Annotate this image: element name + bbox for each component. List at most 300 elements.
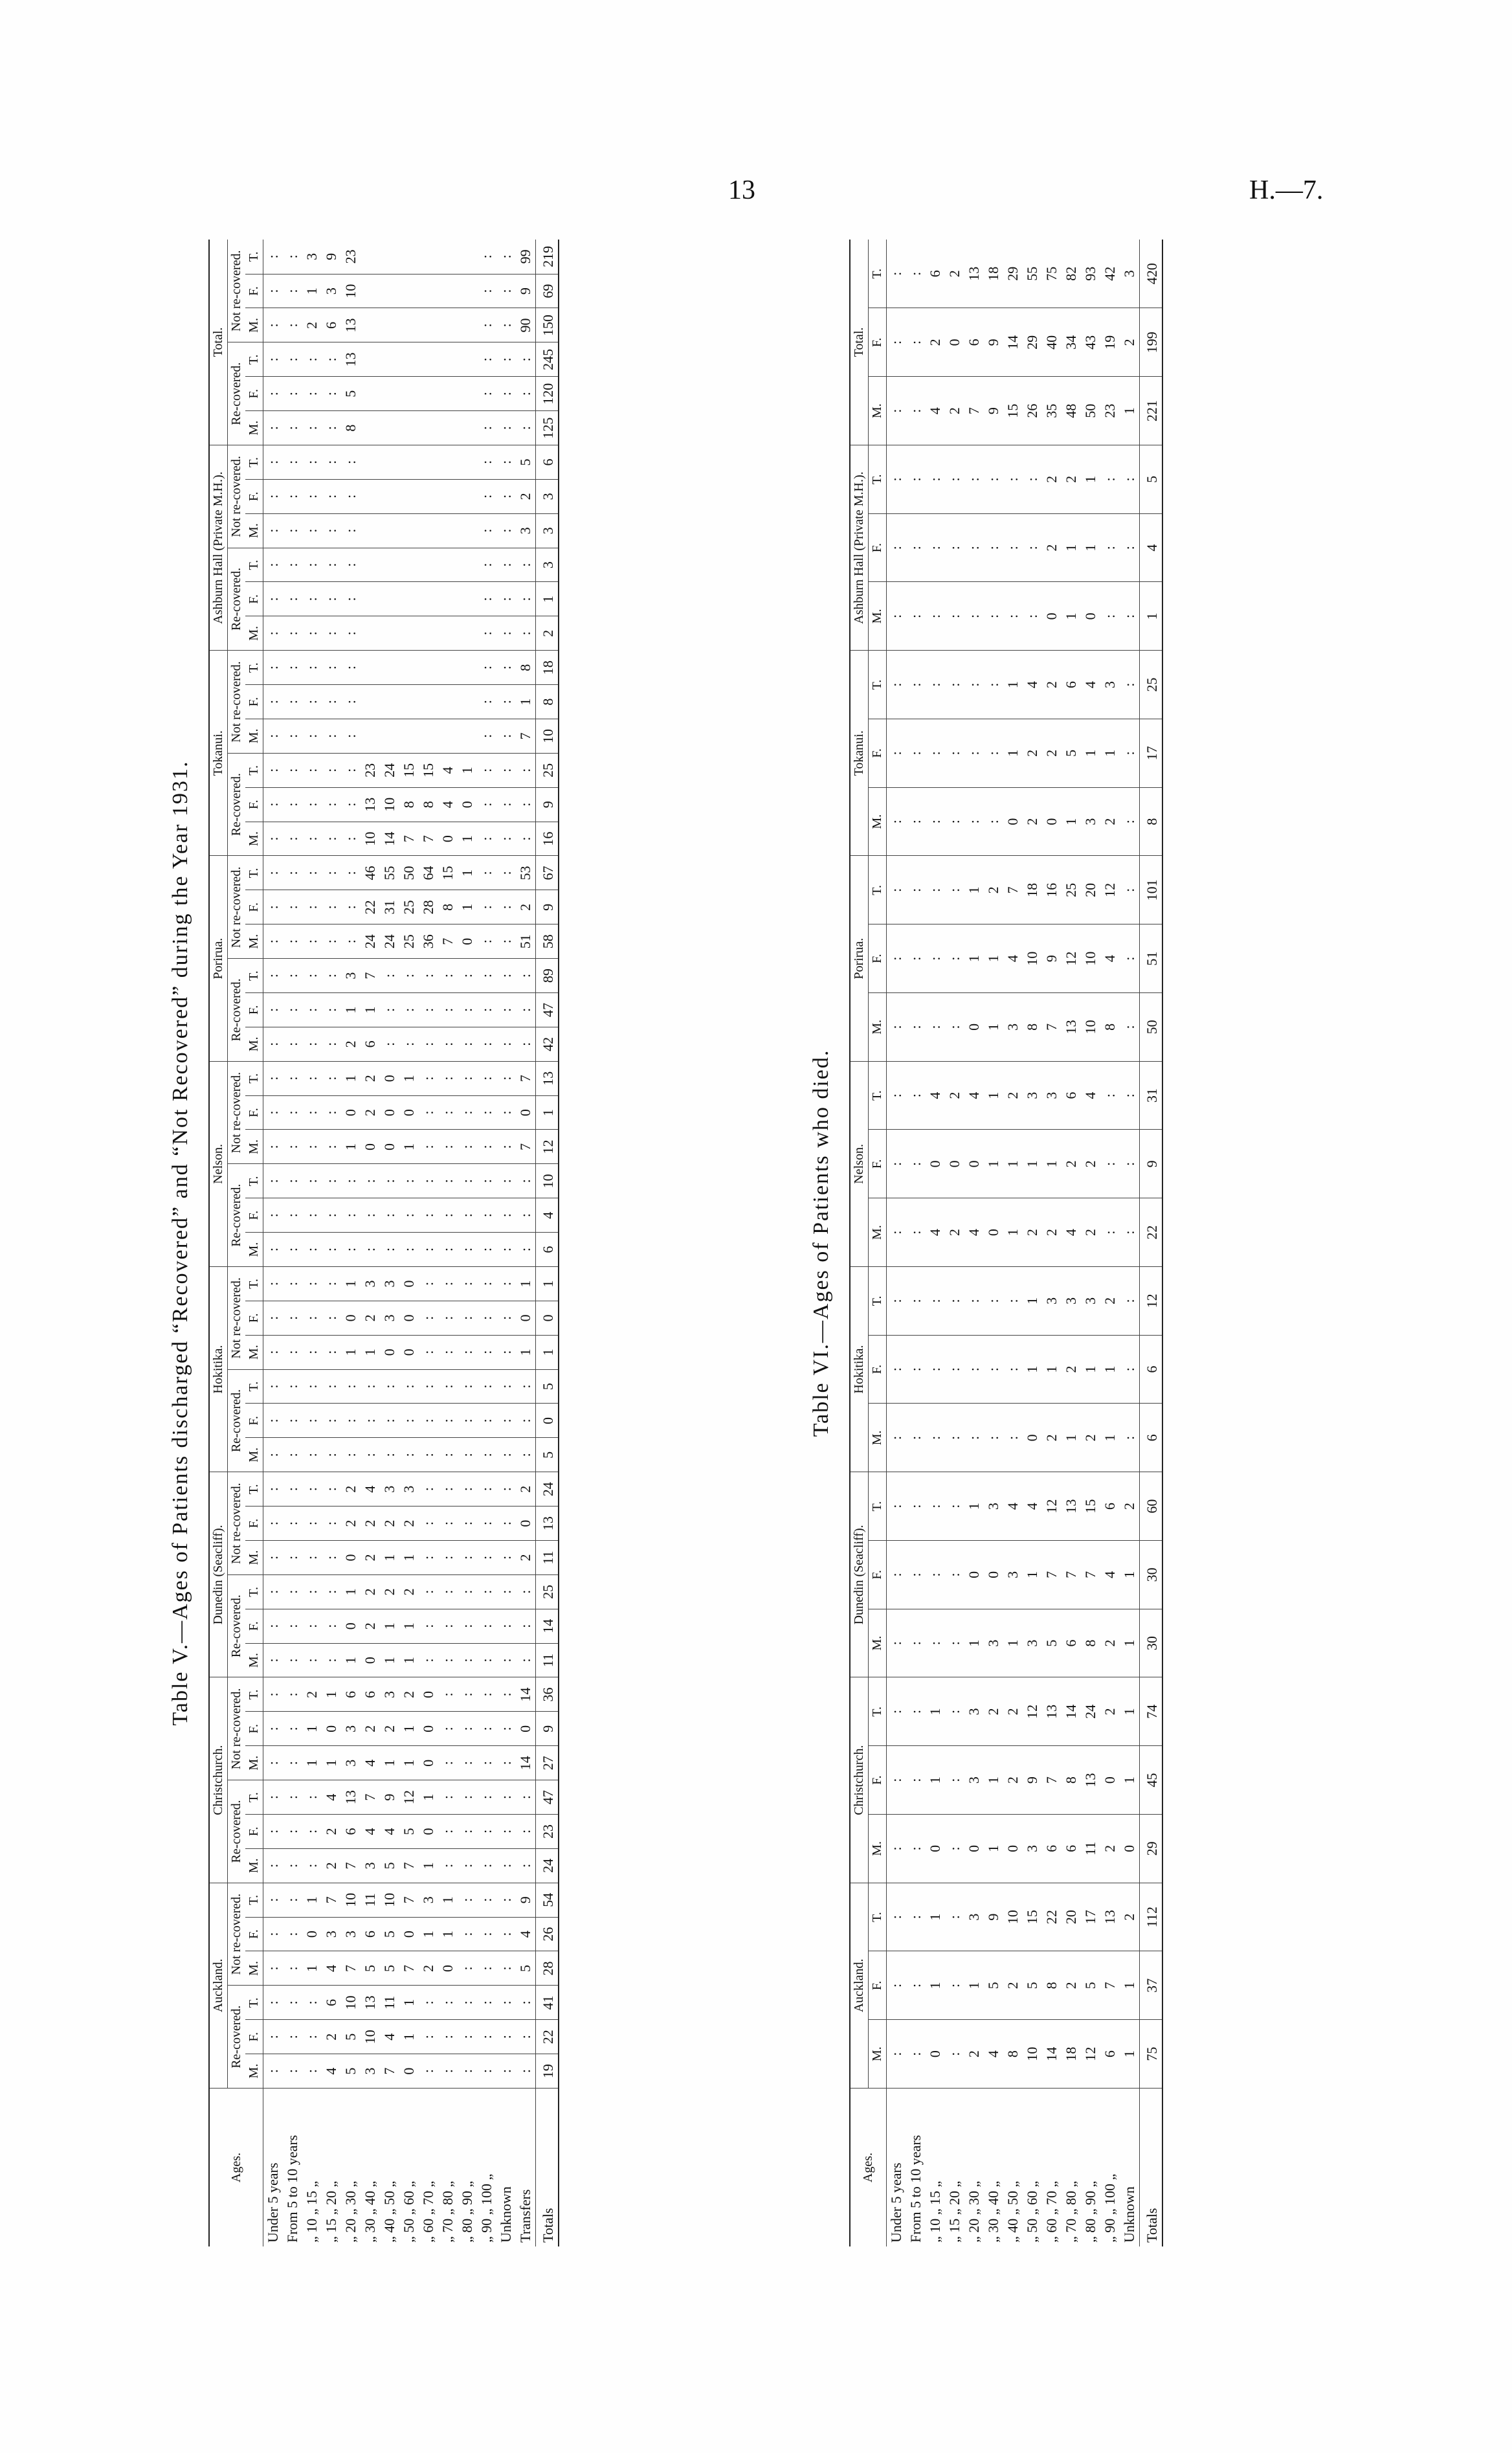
table-cell: 31 — [380, 890, 399, 924]
table-cell: 9 — [1023, 1746, 1042, 1815]
age-label: „ 70 „ 80 „ — [1063, 2180, 1079, 2243]
table-cell: : — [984, 513, 1003, 582]
mft-header: F. — [245, 274, 263, 308]
table-cell: : — [283, 1130, 302, 1164]
table-cell: 2 — [964, 2020, 984, 2089]
table-cell: 89 — [536, 959, 559, 993]
table-cell: 0 — [1042, 582, 1062, 651]
table-cell: : — [477, 651, 496, 685]
table-cell: : — [263, 890, 284, 924]
table-cell: 7 — [1100, 1951, 1120, 2020]
table-cell: : — [1100, 513, 1120, 582]
institution-header: Ashburn Hall (Private M.H.). — [850, 445, 869, 651]
table-cell: : — [496, 274, 516, 308]
mft-header: T. — [245, 651, 263, 685]
table-cell: 12 — [1081, 2020, 1100, 2089]
table-cell: 9 — [984, 1883, 1003, 1951]
table-cell — [458, 342, 477, 377]
table-cell: : — [906, 513, 926, 582]
table-cell: : — [496, 685, 516, 719]
table-cell: 5 — [1062, 719, 1081, 788]
table-cell: : — [302, 1404, 322, 1438]
age-label: From 5 to 10 years — [907, 2134, 924, 2243]
table-cell: 2 — [926, 308, 945, 377]
table-cell — [438, 685, 458, 719]
table-cell: 1 — [1120, 1746, 1140, 1815]
table-cell: 22 — [536, 2020, 559, 2054]
table-cell: 34 — [1062, 308, 1081, 377]
table-cell: 6 — [1042, 1815, 1062, 1883]
mft-header: T. — [245, 1472, 263, 1507]
table-cell: 1 — [1003, 1609, 1023, 1677]
table-cell: 8 — [438, 890, 458, 924]
table-cell — [380, 548, 399, 582]
table-cell: : — [341, 616, 361, 651]
table-cell: 10 — [536, 1164, 559, 1198]
table-cell: : — [263, 924, 284, 959]
table-cell: 67 — [536, 856, 559, 890]
table-cell: : — [477, 856, 496, 890]
table-cell: 5 — [380, 1917, 399, 1951]
table-cell — [399, 582, 419, 616]
table-cell: : — [945, 582, 964, 651]
table-cell: 4 — [1003, 1472, 1023, 1541]
table-cell: 0 — [419, 1712, 438, 1746]
table-cell: 4 — [1100, 1541, 1120, 1609]
table-cell: : — [964, 582, 984, 651]
table-cell: : — [380, 1198, 399, 1233]
table-cell: 18 — [984, 240, 1003, 308]
table-cell: : — [438, 1507, 458, 1541]
table-cell: : — [283, 479, 302, 513]
table-cell: : — [1100, 582, 1120, 651]
table-cell: 24 — [380, 924, 399, 959]
table-cell: 2 — [380, 1574, 399, 1609]
table-cell: 7 — [438, 924, 458, 959]
table-cell — [361, 411, 380, 445]
table-cell: 112 — [1140, 1883, 1163, 1951]
table-cell: : — [302, 856, 322, 890]
table-cell: 245 — [536, 342, 559, 377]
table-cell: : — [1120, 1335, 1140, 1404]
table-cell: 4 — [361, 1815, 380, 1849]
table-cell: : — [926, 513, 945, 582]
mft-header: M. — [869, 787, 887, 856]
table-cell: : — [496, 1746, 516, 1780]
table-cell — [380, 445, 399, 480]
table-cell: : — [496, 1233, 516, 1267]
table-cell: : — [477, 1541, 496, 1575]
table-vi — [809, 240, 1262, 2246]
table-cell: 17 — [1140, 719, 1163, 788]
table-cell: : — [945, 1267, 964, 1336]
table-cell — [419, 651, 438, 685]
mft-header: M. — [245, 308, 263, 342]
table-cell: 4 — [322, 2054, 341, 2089]
table-cell: : — [438, 1095, 458, 1130]
table-row — [926, 240, 945, 2246]
table-cell: 2 — [1003, 1951, 1023, 2020]
table-row — [496, 240, 516, 2246]
table-cell — [361, 377, 380, 411]
table-cell: : — [283, 685, 302, 719]
mft-header: T. — [869, 240, 887, 308]
table-cell: : — [302, 753, 322, 787]
table-cell: 3 — [341, 959, 361, 993]
table-cell: : — [322, 1335, 341, 1369]
table-cell: 1 — [380, 1746, 399, 1780]
subgroup-header: Not re-covered. — [228, 1267, 246, 1370]
mft-header: F. — [869, 1746, 887, 1815]
table-cell: 12 — [399, 1780, 419, 1815]
table-cell: 3 — [419, 1883, 438, 1917]
table-cell: : — [322, 548, 341, 582]
table-cell: : — [477, 822, 496, 856]
table-cell: : — [926, 1541, 945, 1609]
table-cell: 2 — [1042, 1404, 1062, 1472]
table-cell: : — [438, 1301, 458, 1335]
table-cell: : — [477, 1574, 496, 1609]
age-label: Totals — [1140, 2089, 1163, 2247]
table-cell: : — [906, 924, 926, 993]
mft-header: F. — [245, 1198, 263, 1233]
table-cell: : — [906, 1198, 926, 1267]
table-cell: 9 — [1140, 1130, 1163, 1198]
table-cell: 1 — [984, 1746, 1003, 1815]
table-cell: 2 — [1062, 1335, 1081, 1404]
table-cell: : — [516, 548, 536, 582]
table-cell: 14 — [380, 822, 399, 856]
table-cell: 2 — [322, 2020, 341, 2054]
table-cell: : — [263, 685, 284, 719]
table-cell: : — [263, 1507, 284, 1541]
table-cell: 24 — [380, 753, 399, 787]
table-cell: : — [496, 856, 516, 890]
table-cell: 101 — [1140, 856, 1163, 924]
table-cell: 4 — [1081, 1061, 1100, 1130]
table-cell: : — [887, 1404, 907, 1472]
table-cell: 1 — [380, 1643, 399, 1677]
table-cell: : — [341, 582, 361, 616]
table-cell — [438, 616, 458, 651]
table-cell: 99 — [516, 240, 536, 274]
table-cell: 12 — [1042, 1472, 1062, 1541]
table-cell: : — [477, 582, 496, 616]
institution-header: Dunedin (Seacliff). — [209, 1472, 228, 1677]
table-cell: 7 — [399, 822, 419, 856]
table-cell — [399, 513, 419, 548]
mft-header: T. — [869, 445, 887, 514]
table-cell: : — [496, 582, 516, 616]
table-cell — [419, 582, 438, 616]
institution-header: Christchurch. — [209, 1677, 228, 1883]
table-cell: : — [283, 1267, 302, 1301]
table-cell: : — [283, 2020, 302, 2054]
table-cell: 0 — [399, 2054, 419, 2089]
table-cell: : — [458, 1986, 477, 2020]
table-cell: 5 — [341, 2020, 361, 2054]
table-cell: 7 — [322, 1883, 341, 1917]
table-cell — [361, 445, 380, 480]
table-cell: 199 — [1140, 308, 1163, 377]
table-cell: : — [361, 1438, 380, 1472]
table-cell: 3 — [380, 1267, 399, 1301]
table-cell: 6 — [536, 445, 559, 480]
table-cell: 13 — [1081, 1746, 1100, 1815]
table-cell: : — [322, 1369, 341, 1404]
table-cell: : — [302, 1848, 322, 1883]
table-cell: : — [477, 240, 496, 274]
table-cell: : — [477, 308, 496, 342]
table-cell: 1 — [458, 822, 477, 856]
table-row — [477, 240, 496, 2246]
table-cell: : — [302, 1301, 322, 1335]
table-cell: 11 — [380, 1986, 399, 2020]
table-cell: : — [263, 993, 284, 1027]
mft-header: F. — [869, 513, 887, 582]
table-cell — [419, 411, 438, 445]
mft-header: M. — [245, 411, 263, 445]
table-cell: : — [263, 445, 284, 480]
table-cell: 2 — [1081, 1130, 1100, 1198]
mft-header: T. — [245, 1986, 263, 2020]
table-cell: 35 — [1042, 377, 1062, 445]
table-cell: 0 — [964, 1541, 984, 1609]
table-cell: 4 — [380, 2020, 399, 2054]
table-cell: 3 — [1120, 240, 1140, 308]
table-cell: : — [399, 959, 419, 993]
table-cell: : — [283, 1883, 302, 1917]
table-cell: 4 — [516, 1917, 536, 1951]
table-cell: : — [477, 1095, 496, 1130]
table-cell: : — [341, 856, 361, 890]
table-row — [419, 240, 438, 2246]
table-cell: : — [419, 1061, 438, 1095]
table-row — [399, 240, 419, 2246]
table-cell: 5 — [1023, 1951, 1042, 2020]
table-cell: 51 — [516, 924, 536, 959]
table-cell: 31 — [1140, 1061, 1163, 1130]
table-cell: 1 — [964, 1609, 984, 1677]
table-cell: 3 — [536, 548, 559, 582]
table-cell: : — [887, 1130, 907, 1198]
table-cell: : — [283, 308, 302, 342]
age-label: „ 70 „ 80 „ — [439, 2180, 456, 2243]
table-cell: : — [341, 787, 361, 822]
table-cell: : — [341, 1369, 361, 1404]
table-cell: 0 — [926, 1815, 945, 1883]
table-cell: : — [984, 719, 1003, 788]
table-cell: : — [477, 1438, 496, 1472]
table-cell: : — [419, 1404, 438, 1438]
table-cell: : — [926, 924, 945, 993]
table-cell: 2 — [945, 240, 964, 308]
table-cell: : — [516, 1643, 536, 1677]
table-cell: : — [887, 787, 907, 856]
table-cell — [399, 548, 419, 582]
table-cell: : — [1120, 582, 1140, 651]
table-cell: : — [945, 2020, 964, 2089]
table-cell: : — [1003, 513, 1023, 582]
institution-header: Nelson. — [850, 1061, 869, 1266]
table-cell: 1 — [302, 274, 322, 308]
table-cell: 0 — [984, 1198, 1003, 1267]
table-cell: 3 — [1023, 1815, 1042, 1883]
table-cell: : — [322, 1301, 341, 1335]
mft-header: F. — [245, 1609, 263, 1643]
table-cell: 0 — [926, 1130, 945, 1198]
table-cell: : — [283, 822, 302, 856]
table-cell: 3 — [322, 1917, 341, 1951]
table-cell: : — [1023, 513, 1042, 582]
table-cell: : — [263, 1746, 284, 1780]
table-cell: 1 — [1120, 1541, 1140, 1609]
table-cell: : — [964, 719, 984, 788]
table-cell: 0 — [419, 1815, 438, 1849]
mft-header: F. — [869, 1541, 887, 1609]
table-row — [1003, 240, 1023, 2246]
table-cell: : — [496, 240, 516, 274]
institution-header: Porirua. — [209, 856, 228, 1061]
mft-header: T. — [869, 1472, 887, 1541]
table-cell: : — [477, 1951, 496, 1986]
table-cell: 2 — [361, 1095, 380, 1130]
mft-header: F. — [245, 1404, 263, 1438]
table-cell — [419, 685, 438, 719]
table-cell: 3 — [1062, 1267, 1081, 1336]
table-cell: 3 — [380, 1301, 399, 1335]
table-cell: 4 — [1003, 924, 1023, 993]
table-cell: 1 — [399, 1712, 419, 1746]
table-cell: 1 — [322, 1677, 341, 1712]
table-cell: 221 — [1140, 377, 1163, 445]
table-cell: 2 — [341, 1027, 361, 1061]
age-label: „ 80 „ 90 „ — [1082, 2180, 1098, 2243]
table-cell — [458, 548, 477, 582]
table-cell: 0 — [458, 924, 477, 959]
table-cell: : — [906, 1061, 926, 1130]
table-cell: 2 — [380, 1507, 399, 1541]
table-cell: 3 — [361, 2054, 380, 2089]
table-cell: 2 — [302, 1677, 322, 1712]
institution-header: Tokanui. — [209, 651, 228, 856]
age-label: „ 10 „ 15 „ — [304, 2180, 320, 2243]
table-cell: 4 — [1100, 924, 1120, 993]
table-cell: : — [458, 1061, 477, 1095]
table-cell: 2 — [399, 1574, 419, 1609]
table-cell: : — [906, 1883, 926, 1951]
table-cell: 2 — [1081, 1404, 1100, 1472]
table-cell: : — [341, 685, 361, 719]
table-cell: : — [361, 1404, 380, 1438]
table-cell: 14 — [536, 1609, 559, 1643]
table-cell: : — [496, 1815, 516, 1849]
table-cell: 11 — [536, 1541, 559, 1575]
table-cell: : — [302, 993, 322, 1027]
table-cell: : — [496, 1164, 516, 1198]
table-cell: 3 — [964, 1677, 984, 1746]
table-cell: 1 — [322, 1746, 341, 1780]
table-cell: : — [283, 548, 302, 582]
table-cell: : — [283, 924, 302, 959]
table-cell: 1 — [1081, 719, 1100, 788]
table-cell: 0 — [399, 1267, 419, 1301]
table-cell: : — [263, 753, 284, 787]
table-cell: : — [438, 1233, 458, 1267]
mft-header: T. — [869, 856, 887, 924]
mft-header: F. — [245, 993, 263, 1027]
table-cell: 0 — [1100, 1746, 1120, 1815]
table-cell: 1 — [1120, 1609, 1140, 1677]
institution-header: Auckland. — [209, 1883, 228, 2088]
table-cell: 0 — [536, 1404, 559, 1438]
table-cell: 24 — [361, 924, 380, 959]
table-cell: : — [496, 548, 516, 582]
table-cell: : — [419, 1986, 438, 2020]
table-cell: : — [945, 1609, 964, 1677]
table-cell: : — [283, 1986, 302, 2020]
table-cell: : — [438, 1848, 458, 1883]
table-cell: : — [458, 1438, 477, 1472]
table-cell: : — [302, 445, 322, 480]
table-cell: : — [283, 1780, 302, 1815]
table-cell: 1 — [984, 1061, 1003, 1130]
table-cell — [380, 240, 399, 274]
table-cell: : — [263, 1848, 284, 1883]
table-cell: 2 — [399, 1507, 419, 1541]
mft-header: F. — [869, 1130, 887, 1198]
table-cell: : — [945, 1746, 964, 1815]
table-cell: 26 — [1023, 377, 1042, 445]
table-cell: 4 — [926, 377, 945, 445]
age-label: „ 80 „ 90 „ — [459, 2180, 475, 2243]
table-cell: 3 — [536, 513, 559, 548]
table-cell: : — [1120, 924, 1140, 993]
table-cell: 24 — [536, 1848, 559, 1883]
table-cell: 9 — [1042, 924, 1062, 993]
table-cell: 12 — [1140, 1267, 1163, 1336]
table-cell: : — [496, 616, 516, 651]
table-cell: : — [438, 2054, 458, 2089]
table-cell: 53 — [516, 856, 536, 890]
table-cell: 7 — [1042, 1541, 1062, 1609]
table-cell: : — [496, 1507, 516, 1541]
table-row — [341, 240, 361, 2246]
table-cell: : — [283, 445, 302, 480]
table-cell: : — [302, 890, 322, 924]
table-cell: : — [322, 1095, 341, 1130]
table-cell: : — [341, 479, 361, 513]
table-cell: 1 — [341, 1061, 361, 1095]
table-cell: : — [458, 1233, 477, 1267]
table-cell: : — [516, 1369, 536, 1404]
mft-header: T. — [245, 959, 263, 993]
mft-header: F. — [245, 2020, 263, 2054]
table-row — [1042, 240, 1062, 2246]
table-cell: 9 — [516, 274, 536, 308]
table-cell: 7 — [1003, 856, 1023, 924]
table-cell: : — [496, 1677, 516, 1712]
table-cell: : — [263, 959, 284, 993]
table-cell: : — [263, 1027, 284, 1061]
table-cell: 3 — [341, 1917, 361, 1951]
table-cell: 2 — [361, 1507, 380, 1541]
table-cell: 14 — [516, 1746, 536, 1780]
table-cell: 2 — [536, 616, 559, 651]
table-cell: : — [302, 1130, 322, 1164]
table-cell — [438, 582, 458, 616]
table-cell: : — [302, 2020, 322, 2054]
